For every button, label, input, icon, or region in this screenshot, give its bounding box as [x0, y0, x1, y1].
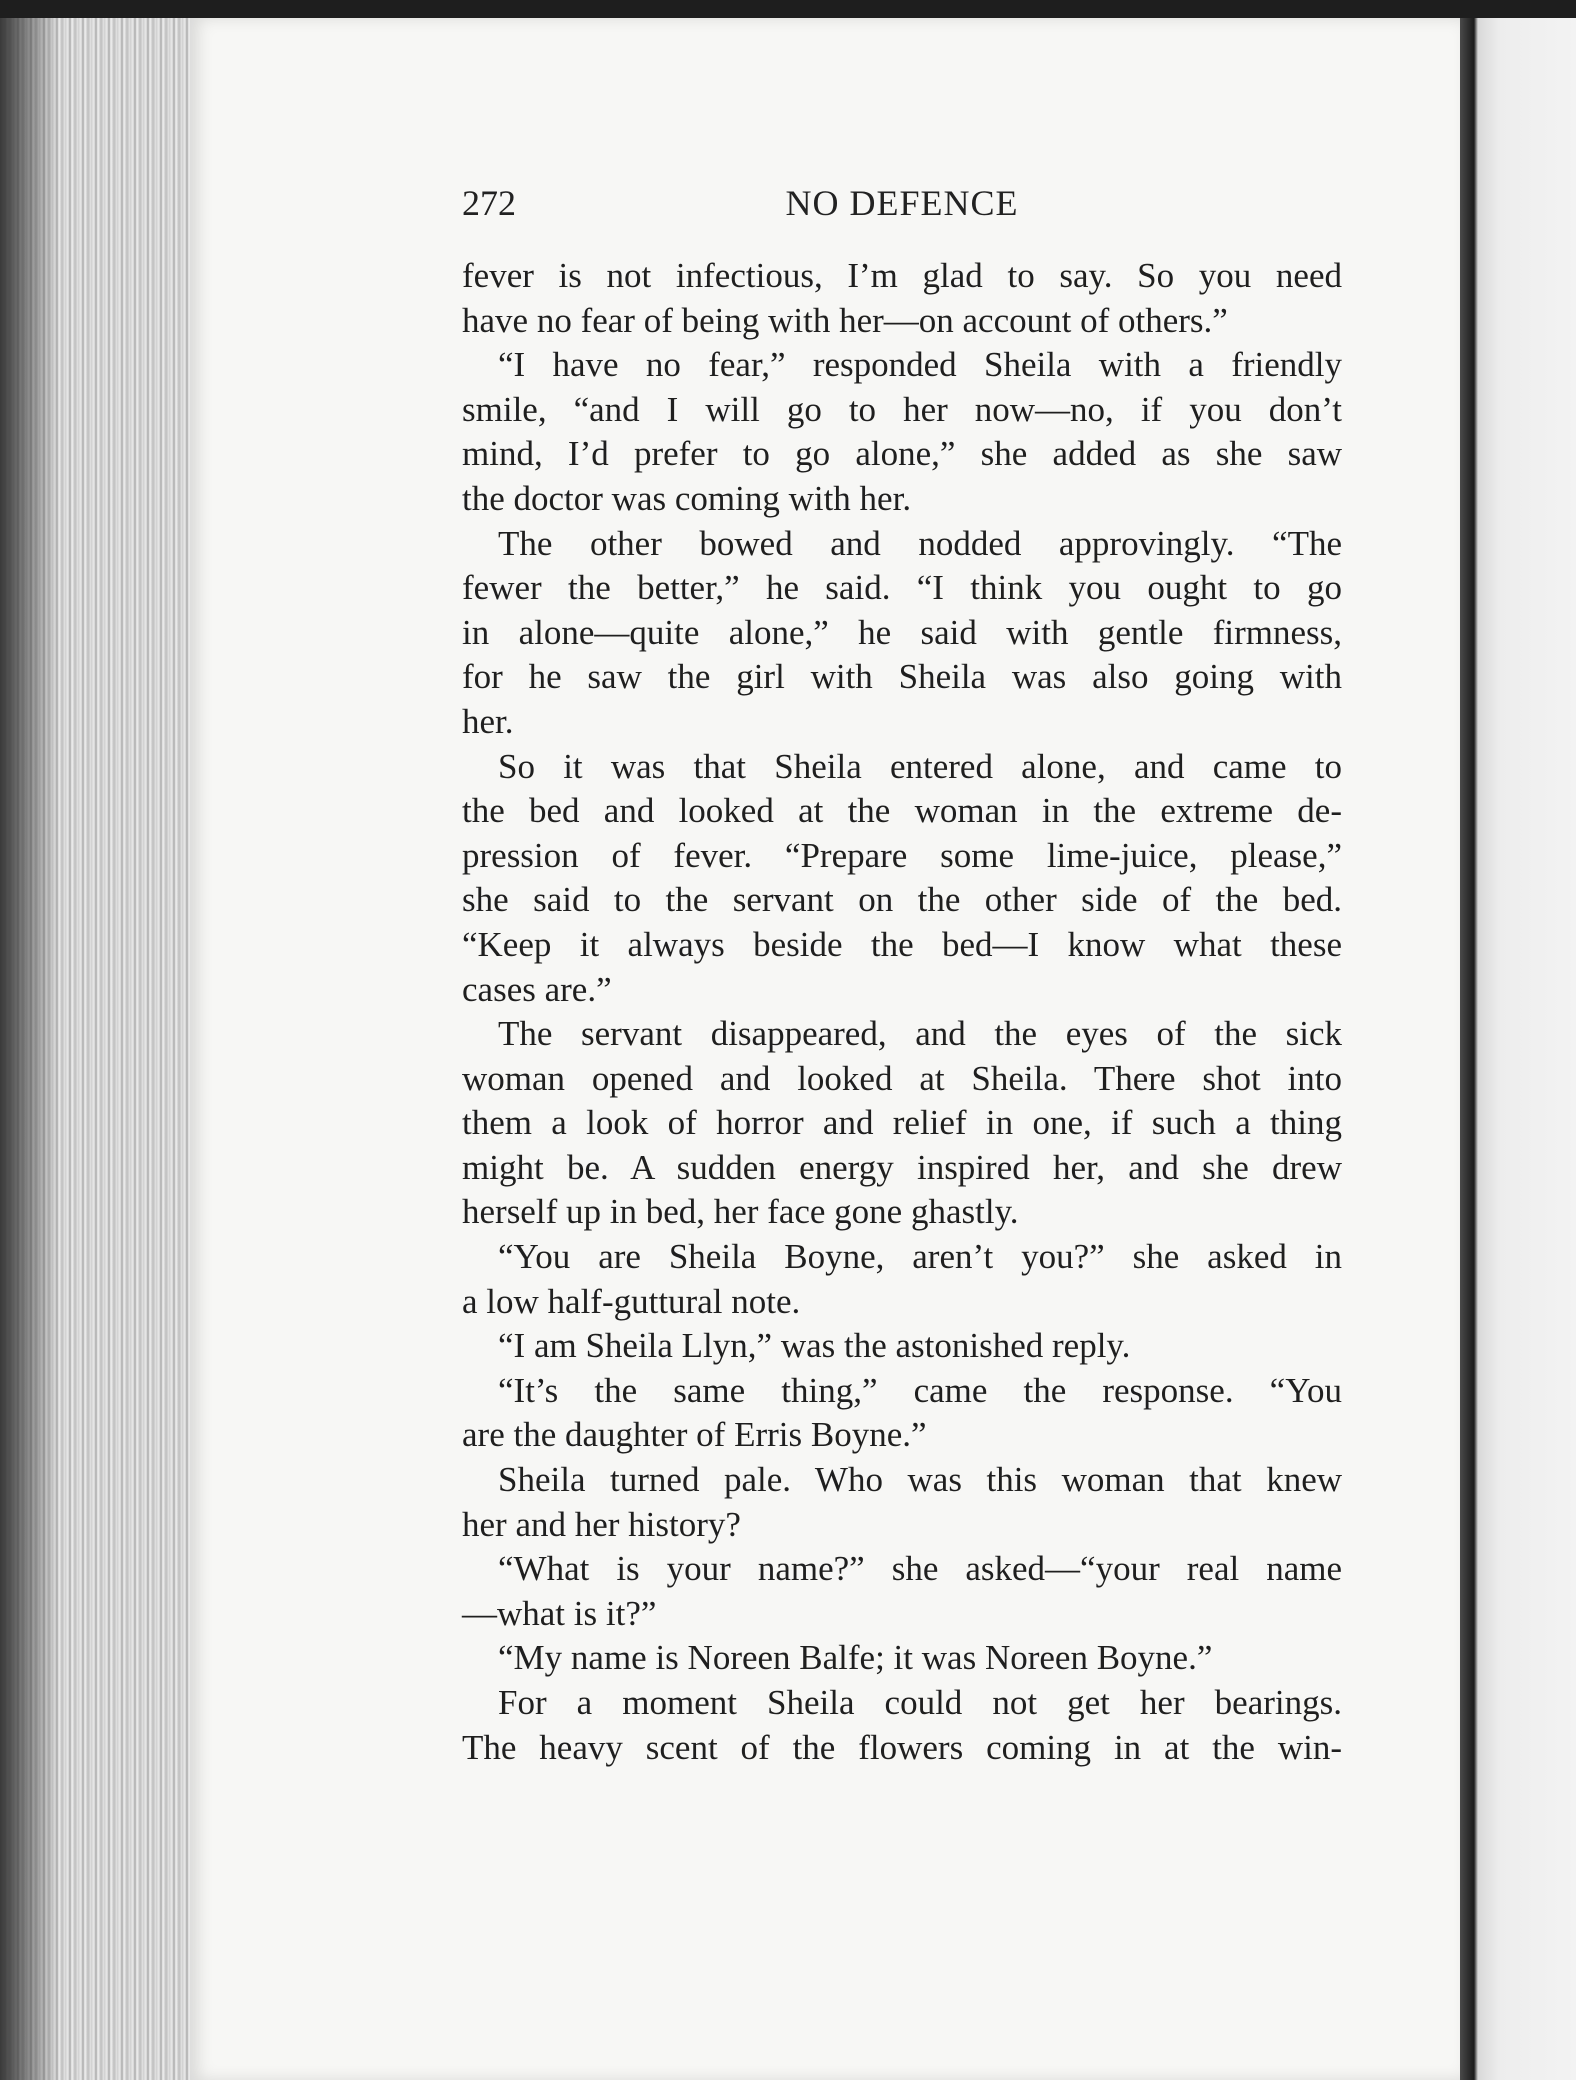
text-line: pression of fever. “Prepare some lime-juice, please,”: [462, 835, 1342, 875]
text-line: in alone—quite alone,” he said with gentle firmness,: [462, 612, 1342, 652]
book-binding-gutter: [1460, 18, 1576, 2080]
page-number: 272: [462, 183, 516, 223]
text-line: herself up in bed, her face gone ghastly.: [462, 1192, 1019, 1232]
text-line: “What is your name?” she asked—“your real name: [498, 1549, 1342, 1589]
text-line: a low half-guttural note.: [462, 1281, 801, 1321]
running-title: NO DEFENCE: [785, 183, 1019, 223]
text-line: woman opened and looked at Sheila. There shot into: [462, 1058, 1342, 1098]
text-line: fever is not infectious, I’m glad to say. So you need: [462, 256, 1342, 295]
text-line: them a look of horror and relief in one, if such a thing: [462, 1103, 1342, 1143]
text-line: have no fear of being with her—on account of others.”: [462, 300, 1228, 340]
text-line: the bed and looked at the woman in the extreme de-: [462, 791, 1342, 831]
text-line: “I have no fear,” responded Sheila with a friendly: [498, 345, 1342, 385]
text-line: might be. A sudden energy inspired her, and she drew: [462, 1147, 1342, 1187]
book-page-edges: [0, 18, 200, 2080]
text-line: smile, “and I will go to her now—no, if you don’t: [462, 389, 1342, 429]
text-line: Sheila turned pale. Who was this woman that knew: [498, 1460, 1342, 1500]
text-line: for he saw the girl with Sheila was also going with: [462, 657, 1342, 697]
text-line: So it was that Sheila entered alone, and came to: [498, 746, 1342, 786]
running-head: [462, 182, 1342, 238]
text-line: she said to the servant on the other side of the bed.: [462, 880, 1342, 920]
text-line: “You are Sheila Boyne, aren’t you?” she asked in: [498, 1237, 1342, 1277]
text-line: the doctor was coming with her.: [462, 478, 912, 518]
text-line: The servant disappeared, and the eyes of the sick: [498, 1014, 1342, 1054]
text-line: “Keep it always beside the bed—I know what these: [462, 924, 1342, 964]
text-line: —what is it?”: [462, 1593, 657, 1633]
text-line: The other bowed and nodded approvingly. “The: [498, 523, 1342, 563]
text-line: The heavy scent of the flowers coming in at the win-: [462, 1727, 1342, 1767]
text-line: “My name is Noreen Balfe; it was Noreen Boyne.”: [498, 1638, 1213, 1678]
body-text: [462, 254, 1342, 1770]
text-line: “It’s the same thing,” came the response. “You: [498, 1370, 1342, 1410]
text-line: cases are.”: [462, 969, 612, 1009]
text-line: For a moment Sheila could not get her bearings.: [498, 1683, 1342, 1722]
text-line: her and her history?: [462, 1504, 741, 1544]
text-line: are the daughter of Erris Boyne.”: [462, 1415, 927, 1455]
text-line: “I am Sheila Llyn,” was the astonished reply.: [498, 1326, 1131, 1366]
text-line: her.: [462, 701, 514, 741]
text-line: mind, I’d prefer to go alone,” she added as she saw: [462, 434, 1342, 474]
text-line: fewer the better,” he said. “I think you ought to go: [462, 568, 1342, 608]
